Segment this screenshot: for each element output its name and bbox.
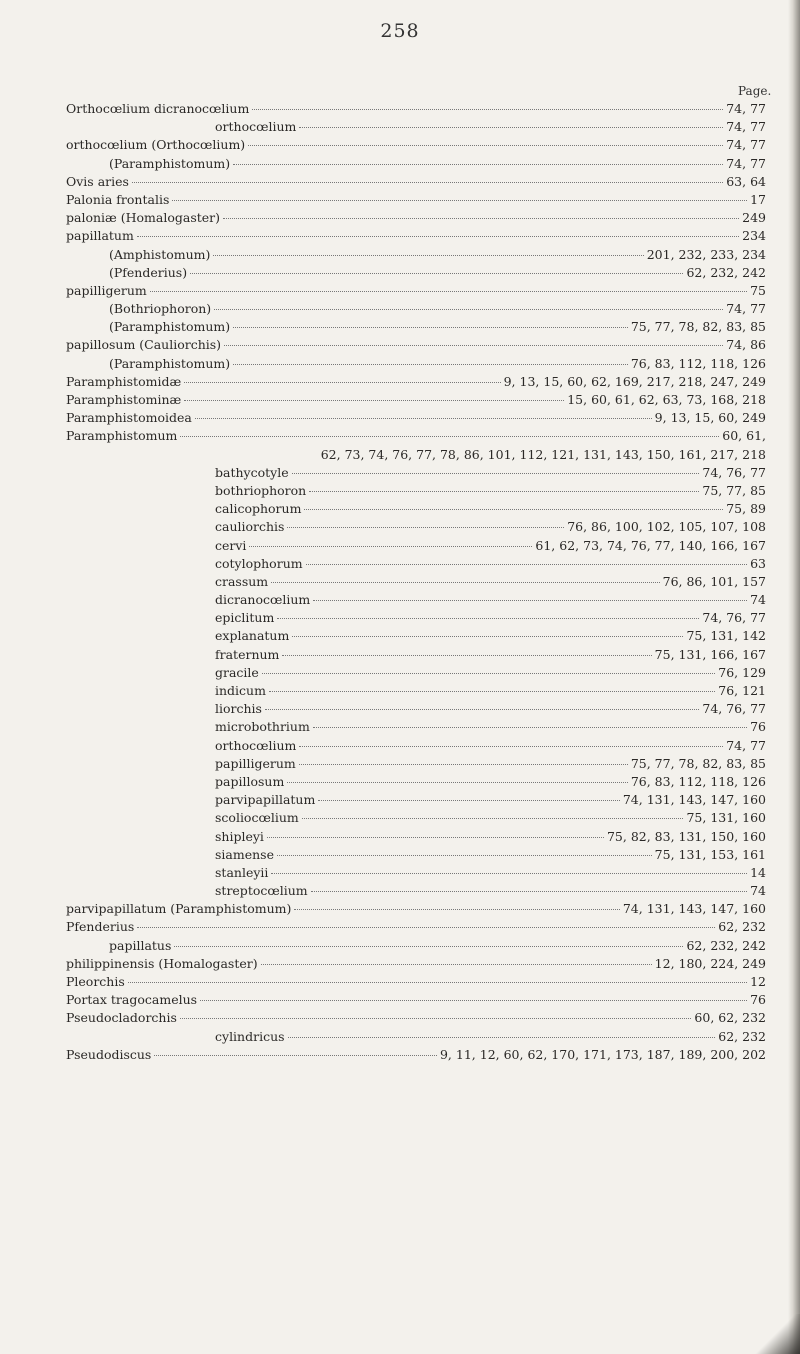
index-pages: 201, 232, 233, 234 xyxy=(646,246,766,262)
index-entry xyxy=(66,227,766,245)
dot-leader xyxy=(184,381,500,383)
page-edge-shadow xyxy=(788,0,800,1354)
index-pages: 15, 60, 61, 62, 63, 73, 168, 218 xyxy=(567,392,766,407)
index-pages: 75, 77, 85 xyxy=(702,482,766,498)
index-entry xyxy=(66,1046,766,1064)
index-term: Paramphistominæ xyxy=(66,392,182,407)
index-term: gracile xyxy=(215,664,259,680)
index-term: cotylophorum xyxy=(215,555,303,571)
index-pages: 74, 131, 143, 147, 160 xyxy=(622,792,766,808)
index-term: (Amphistomum) xyxy=(109,246,211,262)
dot-leader xyxy=(292,635,683,637)
dot-leader xyxy=(214,308,723,310)
index-pages: 62, 73, 74, 76, 77, 78, 86, 101, 112, 121, 131, 143, 150, 161, 217, 218 xyxy=(320,446,766,462)
index-pages: 75, 89 xyxy=(726,501,766,517)
index-pages: 249 xyxy=(742,210,766,226)
index-entry xyxy=(66,537,766,555)
index-entry xyxy=(66,391,766,409)
index-entry xyxy=(66,573,766,591)
index-entry xyxy=(66,773,766,791)
index-pages: 62, 232, 242 xyxy=(686,264,766,280)
index-entry xyxy=(66,955,766,973)
index-term: Paramphistomoidea xyxy=(66,410,192,426)
index-entry xyxy=(66,264,766,282)
index-term: indicum xyxy=(215,683,266,698)
index-entry xyxy=(66,300,766,318)
index-pages: 74, 76, 77 xyxy=(702,610,766,626)
dot-leader xyxy=(288,1036,716,1038)
index-pages: 75, 77, 78, 82, 83, 85 xyxy=(630,755,766,771)
index-entry xyxy=(66,864,766,882)
page-column-heading: Page. xyxy=(738,84,772,98)
index-list xyxy=(66,100,766,1064)
index-term: stanleyii xyxy=(215,864,269,880)
index-entry xyxy=(66,809,766,827)
index-entry xyxy=(66,136,766,154)
index-pages: 74, 86 xyxy=(726,337,766,353)
index-pages: 74 xyxy=(750,592,766,608)
dot-leader xyxy=(180,435,719,437)
index-entry xyxy=(66,882,766,900)
index-term: Pfenderius xyxy=(66,919,135,935)
dot-leader xyxy=(292,472,700,474)
dot-leader xyxy=(287,781,628,783)
index-entry xyxy=(66,973,766,991)
index-pages: 9, 13, 15, 60, 249 xyxy=(654,410,766,426)
index-term: Pseudodiscus xyxy=(66,1046,152,1062)
page-number: 258 xyxy=(380,20,420,42)
index-term: Orthocœlium dicranocœlium xyxy=(66,101,250,116)
index-pages: 74 xyxy=(750,883,766,899)
dot-leader xyxy=(277,617,699,619)
dot-leader xyxy=(137,926,715,928)
index-pages: 12, 180, 224, 249 xyxy=(654,955,766,971)
index-pages: 74, 77 xyxy=(726,119,766,135)
index-pages: 76 xyxy=(750,992,766,1008)
dot-leader xyxy=(200,999,747,1001)
dot-leader xyxy=(174,945,683,947)
index-entry xyxy=(66,282,766,300)
dot-leader xyxy=(223,217,739,219)
index-pages: 17 xyxy=(750,191,766,207)
index-entry xyxy=(66,791,766,809)
dot-leader xyxy=(137,235,739,237)
index-term: shipleyi xyxy=(215,828,264,844)
index-pages: 74, 77 xyxy=(726,737,766,753)
index-pages: 14 xyxy=(750,864,766,880)
index-pages: 75, 131, 153, 161 xyxy=(654,846,766,862)
index-entry xyxy=(66,446,766,464)
index-pages: 75, 131, 160 xyxy=(686,810,766,826)
dot-leader xyxy=(294,908,619,910)
index-term: scoliocœlium xyxy=(215,810,299,826)
dot-leader xyxy=(252,108,723,110)
index-pages: 76, 83, 112, 118, 126 xyxy=(630,773,766,789)
index-entry xyxy=(66,518,766,536)
index-term: dicranocœlium xyxy=(215,592,311,608)
index-entry xyxy=(66,609,766,627)
index-term: streptocœlium xyxy=(215,883,308,899)
index-term: papillosum (Cauliorchis) xyxy=(66,337,222,353)
dot-leader xyxy=(299,745,723,747)
dot-leader xyxy=(277,854,652,856)
index-pages: 75, 82, 83, 131, 150, 160 xyxy=(606,828,766,844)
dot-leader xyxy=(128,981,747,983)
index-pages: 75, 77, 78, 82, 83, 85 xyxy=(630,319,766,335)
dot-leader xyxy=(282,654,651,656)
index-term: Pseudocladorchis xyxy=(66,1010,177,1026)
dot-leader xyxy=(190,272,683,274)
index-term: (Bothriophoron) xyxy=(109,301,212,317)
index-entry xyxy=(66,755,766,773)
index-term: (Pfenderius) xyxy=(109,264,188,280)
dot-leader xyxy=(213,254,643,256)
dot-leader xyxy=(195,417,652,419)
index-term: (Paramphistomum) xyxy=(109,319,231,335)
index-entry xyxy=(66,900,766,918)
index-pages: 61, 62, 73, 74, 76, 77, 140, 166, 167 xyxy=(535,537,766,553)
dot-leader xyxy=(248,144,723,146)
index-pages: 76, 86, 101, 157 xyxy=(662,573,766,589)
dot-leader xyxy=(150,290,747,292)
dot-leader xyxy=(269,690,715,692)
index-entry xyxy=(66,937,766,955)
dot-leader xyxy=(154,1054,437,1056)
dot-leader xyxy=(302,817,684,819)
dot-leader xyxy=(233,326,628,328)
dot-leader xyxy=(132,181,723,183)
index-pages: 74, 76, 77 xyxy=(702,464,766,480)
index-pages: 60, 62, 232 xyxy=(694,1010,766,1026)
index-term: papilligerum xyxy=(215,755,296,771)
index-pages: 76, 129 xyxy=(718,664,766,680)
index-pages: 63 xyxy=(750,555,766,571)
index-term: fraternum xyxy=(215,646,280,662)
index-pages: 76, 121 xyxy=(718,683,766,698)
dot-leader xyxy=(265,708,699,710)
index-pages: 74, 131, 143, 147, 160 xyxy=(622,901,766,917)
index-pages: 234 xyxy=(742,228,766,244)
index-entry xyxy=(66,627,766,645)
dot-leader xyxy=(313,599,747,601)
index-entry xyxy=(66,846,766,864)
index-term: microbothrium xyxy=(215,719,310,735)
index-entry xyxy=(66,464,766,482)
dot-leader xyxy=(180,1017,692,1019)
dot-leader xyxy=(318,799,620,801)
index-term: (Paramphistomum) xyxy=(109,155,231,171)
index-term: cylindricus xyxy=(215,1028,285,1044)
dot-leader xyxy=(306,563,748,565)
index-term: bothriophoron xyxy=(215,482,307,498)
dot-leader xyxy=(299,763,628,765)
index-entry xyxy=(66,1009,766,1027)
index-entry xyxy=(66,100,766,118)
index-term: epiclitum xyxy=(215,610,275,626)
dot-leader xyxy=(224,344,723,346)
index-pages: 74, 77 xyxy=(726,155,766,171)
dot-leader xyxy=(172,199,747,201)
index-term: calicophorum xyxy=(215,501,302,517)
index-pages: 76, 83, 112, 118, 126 xyxy=(630,355,766,371)
index-term: Pleorchis xyxy=(66,974,125,989)
index-entry xyxy=(66,646,766,664)
index-term: papillosum xyxy=(215,773,285,789)
dot-leader xyxy=(304,508,723,510)
index-term: Palonia frontalis xyxy=(66,191,170,207)
index-term: liorchis xyxy=(215,701,262,717)
index-entry xyxy=(66,209,766,227)
dot-leader xyxy=(261,963,652,965)
dot-leader xyxy=(233,163,723,165)
index-pages: 76, 86, 100, 102, 105, 107, 108 xyxy=(567,519,766,535)
index-term: cervi xyxy=(215,537,247,553)
index-entry xyxy=(66,427,766,445)
index-pages: 62, 232, 242 xyxy=(686,937,766,953)
index-term: crassum xyxy=(215,573,269,589)
index-pages: 76 xyxy=(750,719,766,735)
index-entry xyxy=(66,591,766,609)
index-term: papillatus xyxy=(109,937,172,953)
dot-leader xyxy=(311,890,747,892)
index-term: papillatum xyxy=(66,228,134,244)
index-entry xyxy=(66,828,766,846)
index-term: orthocœlium xyxy=(215,119,297,135)
index-term: paloniæ (Homalogaster) xyxy=(66,210,221,226)
index-term: Portax tragocamelus xyxy=(66,992,198,1008)
index-entry xyxy=(66,409,766,427)
index-term: cauliorchis xyxy=(215,519,285,535)
index-pages: 62, 232 xyxy=(718,919,766,935)
index-entry xyxy=(66,191,766,209)
index-entry xyxy=(66,373,766,391)
dot-leader xyxy=(309,490,699,492)
index-entry xyxy=(66,664,766,682)
index-entry xyxy=(66,682,766,700)
index-entry xyxy=(66,482,766,500)
index-pages: 74, 77 xyxy=(726,101,766,116)
index-term: Ovis aries xyxy=(66,173,129,189)
index-pages: 9, 13, 15, 60, 62, 169, 217, 218, 247, 249 xyxy=(503,373,766,389)
index-entry xyxy=(66,718,766,736)
index-term: papilligerum xyxy=(66,282,147,298)
index-pages: 74, 77 xyxy=(726,301,766,317)
index-entry xyxy=(66,118,766,136)
index-pages: 12 xyxy=(750,974,766,989)
index-term: parvipapillatum (Paramphistomum) xyxy=(66,901,292,917)
index-term: parvipapillatum xyxy=(215,792,316,808)
index-entry xyxy=(66,918,766,936)
index-entry xyxy=(66,336,766,354)
dot-leader xyxy=(184,399,564,401)
index-pages: 62, 232 xyxy=(718,1028,766,1044)
dot-leader xyxy=(267,836,604,838)
index-pages: 75, 131, 142 xyxy=(686,628,766,644)
dot-leader xyxy=(287,526,564,528)
page-corner-shadow xyxy=(740,1314,800,1354)
dot-leader xyxy=(249,545,532,547)
index-entry xyxy=(66,737,766,755)
index-term: Paramphistomum xyxy=(66,428,178,444)
dot-leader xyxy=(233,363,628,365)
index-term: explanatum xyxy=(215,628,290,644)
dot-leader xyxy=(262,672,715,674)
index-pages: 60, 61, xyxy=(722,428,766,444)
index-pages: 9, 11, 12, 60, 62, 170, 171, 173, 187, 189, 200, 202 xyxy=(439,1046,766,1062)
index-term: orthocœlium (Orthocœlium) xyxy=(66,137,246,153)
index-entry xyxy=(66,555,766,573)
index-entry xyxy=(66,155,766,173)
dot-leader xyxy=(271,581,659,583)
dot-leader xyxy=(299,126,723,128)
index-entry xyxy=(66,318,766,336)
index-term: philippinensis (Homalogaster) xyxy=(66,955,258,971)
index-pages: 74, 77 xyxy=(726,137,766,153)
index-pages: 74, 76, 77 xyxy=(702,701,766,717)
index-term: siamense xyxy=(215,846,274,862)
index-pages: 75, 131, 166, 167 xyxy=(654,646,766,662)
index-term: orthocœlium xyxy=(215,737,297,753)
index-term: bathycotyle xyxy=(215,464,289,480)
index-entry xyxy=(66,173,766,191)
index-entry xyxy=(66,700,766,718)
dot-leader xyxy=(271,872,747,874)
index-entry xyxy=(66,500,766,518)
dot-leader xyxy=(313,726,747,728)
index-entry xyxy=(66,991,766,1009)
index-entry xyxy=(66,246,766,264)
index-term: (Paramphistomum) xyxy=(109,355,231,371)
index-pages: 63, 64 xyxy=(726,173,766,189)
index-entry xyxy=(66,1028,766,1046)
index-entry xyxy=(66,355,766,373)
index-term: Paramphistomidæ xyxy=(66,373,182,389)
index-pages: 75 xyxy=(750,282,766,298)
